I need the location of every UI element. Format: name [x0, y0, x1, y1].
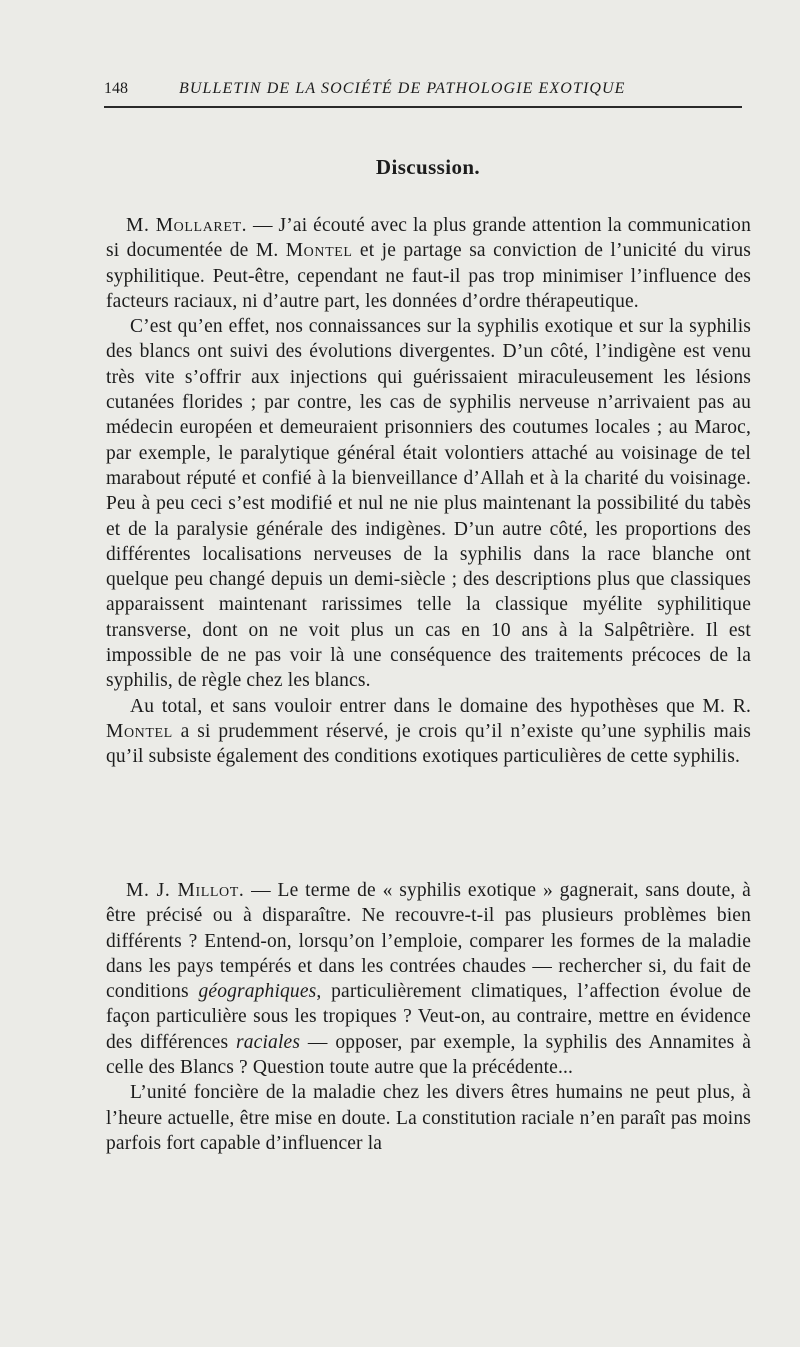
page-number: 148 — [104, 80, 128, 97]
emphasis: géographiques — [198, 981, 317, 1003]
text-run: , particulièrement climatiques, l’affection évolue de façon particulière sous les tropiques ? Veut-on, au contraire, mettre en évidence des différences — [106, 981, 751, 1053]
author-name: Montel — [285, 240, 353, 262]
speaker-name: M. Mollaret. — [126, 215, 248, 236]
running-head — [104, 77, 744, 101]
journal-title: BULLETIN DE LA SOCIÉTÉ DE PATHOLOGIE EXOTIQUE — [179, 80, 626, 97]
millot-intervention — [106, 878, 751, 1156]
section-title: Discussion. — [375, 155, 481, 179]
paragraph — [106, 878, 751, 1080]
mollaret-intervention — [106, 213, 751, 770]
text-run: Au total, et sans vouloir entrer dans le domaine des hypothèses que M. R. — [130, 695, 751, 717]
emphasis: raciales — [236, 1031, 301, 1053]
paragraph: L’unité foncière de la maladie chez les divers êtres humains ne peut plus, à l’heure actuelle, être mise en doute. La constitution raciale n’en paraît pas moins parfois fort capable d’influencer la — [106, 1082, 751, 1154]
author-name: Montel — [106, 720, 173, 742]
text-run: — opposer, par exemple, la syphilis des Annamites à celle des Blancs ? Question toute autre que la précédente... — [106, 1031, 752, 1079]
speaker-name: M. J. Millot. — [126, 880, 245, 901]
paragraph — [106, 213, 751, 314]
text-run: a si prudemment réservé, je crois qu’il n’existe qu’une syphilis mais qu’il subsiste également des conditions exotiques particulières de cette syphilis. — [106, 720, 751, 768]
text-run: — J’ai écouté avec la plus grande attention la communication si documentée de M. — [106, 215, 751, 262]
header-rule — [104, 106, 742, 108]
text-run: et je partage sa conviction de l’unicité du virus syphilitique. Peut-être, cependant ne faut-il pas trop minimiser l’influence des facteurs raciaux, ni d’autre part, les données d’ordre thérapeutique. — [106, 240, 751, 312]
paragraph: C’est qu’en effet, nos connaissances sur la syphilis exotique et sur la syphilis des blancs ont suivi des évolutions divergentes. D’un côté, l’indigène est venu très vite s’offrir aux injections qui guérissaient miraculeusement les lésions cutanées florides ; par contre, les cas de syphilis nerveuse n’arrivaient pas au médecin européen et demeuraient prisonniers des coutumes locales ; au Maroc, par exemple, le paralytique général était volontiers attaché au voisinage de tel marabout réputé et confié à la bienveillance d’Allah et à la charité du voisinage. Peu à peu ceci s’est modifié et nul ne nie plus maintenant la possibilité du tabès et de la paralysie générale des indigènes. D’un autre côté, les proportions des différentes localisations nerveuses de la syphilis dans la race blanche ont quelque peu changé depuis un demi-siècle ; des descriptions plus que classiques apparaissent maintenant rarissimes telle la classique myélite syphilitique transverse, dont on ne voit plus un cas en 10 ans à la Salpêtrière. Il est impossible de ne pas voir là une conséquence des traitements précoces de la syphilis, de règle chez les blancs. — [106, 316, 751, 692]
text-run: — Le terme de « syphilis exotique » gagnerait, sans doute, à être précisé ou à disparaître. Ne recouvre-t-il pas plusieurs problèmes bien différents ? Entend-on, lorsqu’on l’emploie, comparer les formes de la maladie dans les pays tempérés et dans les contrées chaudes — rechercher si, du fait de conditions — [106, 880, 751, 1003]
paragraph — [106, 694, 751, 770]
